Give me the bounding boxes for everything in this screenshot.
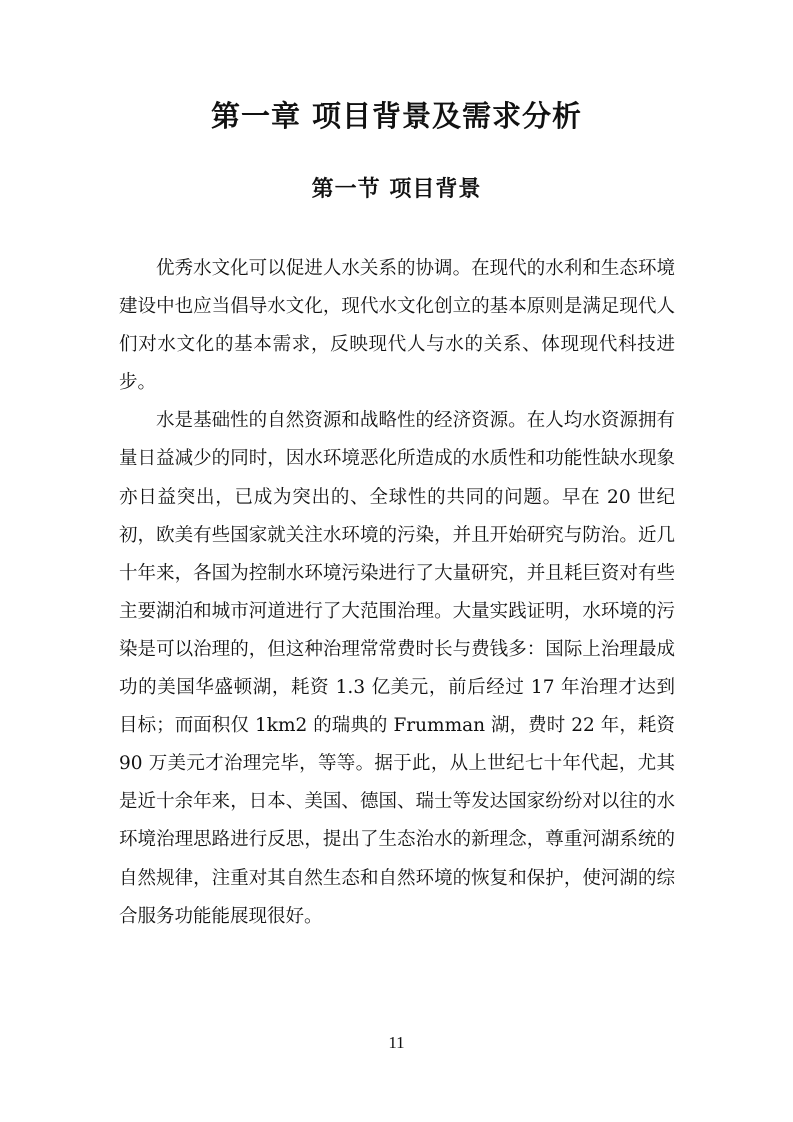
- paragraph: 优秀水文化可以促进人水关系的协调。在现代的水利和生态环境建设中也应当倡导水文化，现代水文化创立的基本原则是满足现代人们对水文化的基本需求，反映现代人与水的关系、体现现代科技进步。: [119, 258, 675, 394]
- paragraph: 水是基础性的自然资源和战略性的经济资源。在人均水资源拥有量日益减少的同时，因水环境恶化所造成的水质性和功能性缺水现象亦日益突出，已成为突出的、全球性的共同的问题。早在 20 世纪初，欧美有些国家就关注水环境的污染，并且开始研究与防治。近几十年来，各国为控制水环境污染进行了大量研究，并且耗巨资对有些主要湖泊和城市河道进行了大范围治理。大量实践证明，水环境的污染是可以治理的，但这种治理常常费时长与费钱多：国际上治理最成功的美国华盛顿湖，耗资 1.3 亿美元，前后经过 17 年治理才达到目标；而面积仅 1km2 的瑞典的 Frumman 湖，费时 22 年，耗资 90 万美元才治理完毕，等等。据于此，从上世纪七十年代起，尤其是近十余年来，日本、美国、德国、瑞士等发达国家纷纷对以往的水环境治理思路进行反思，提出了生态治水的新理念，尊重河湖系统的自然规律，注重对其自然生态和自然环境的恢复和保护，使河湖的综合服务功能能展现很好。: [119, 410, 675, 927]
- chapter-title: 第一章 项目背景及需求分析: [210, 99, 583, 133]
- page-number: 11: [388, 1033, 405, 1052]
- body-text: [119, 250, 675, 936]
- section-title: 第一节 项目背景: [311, 177, 482, 202]
